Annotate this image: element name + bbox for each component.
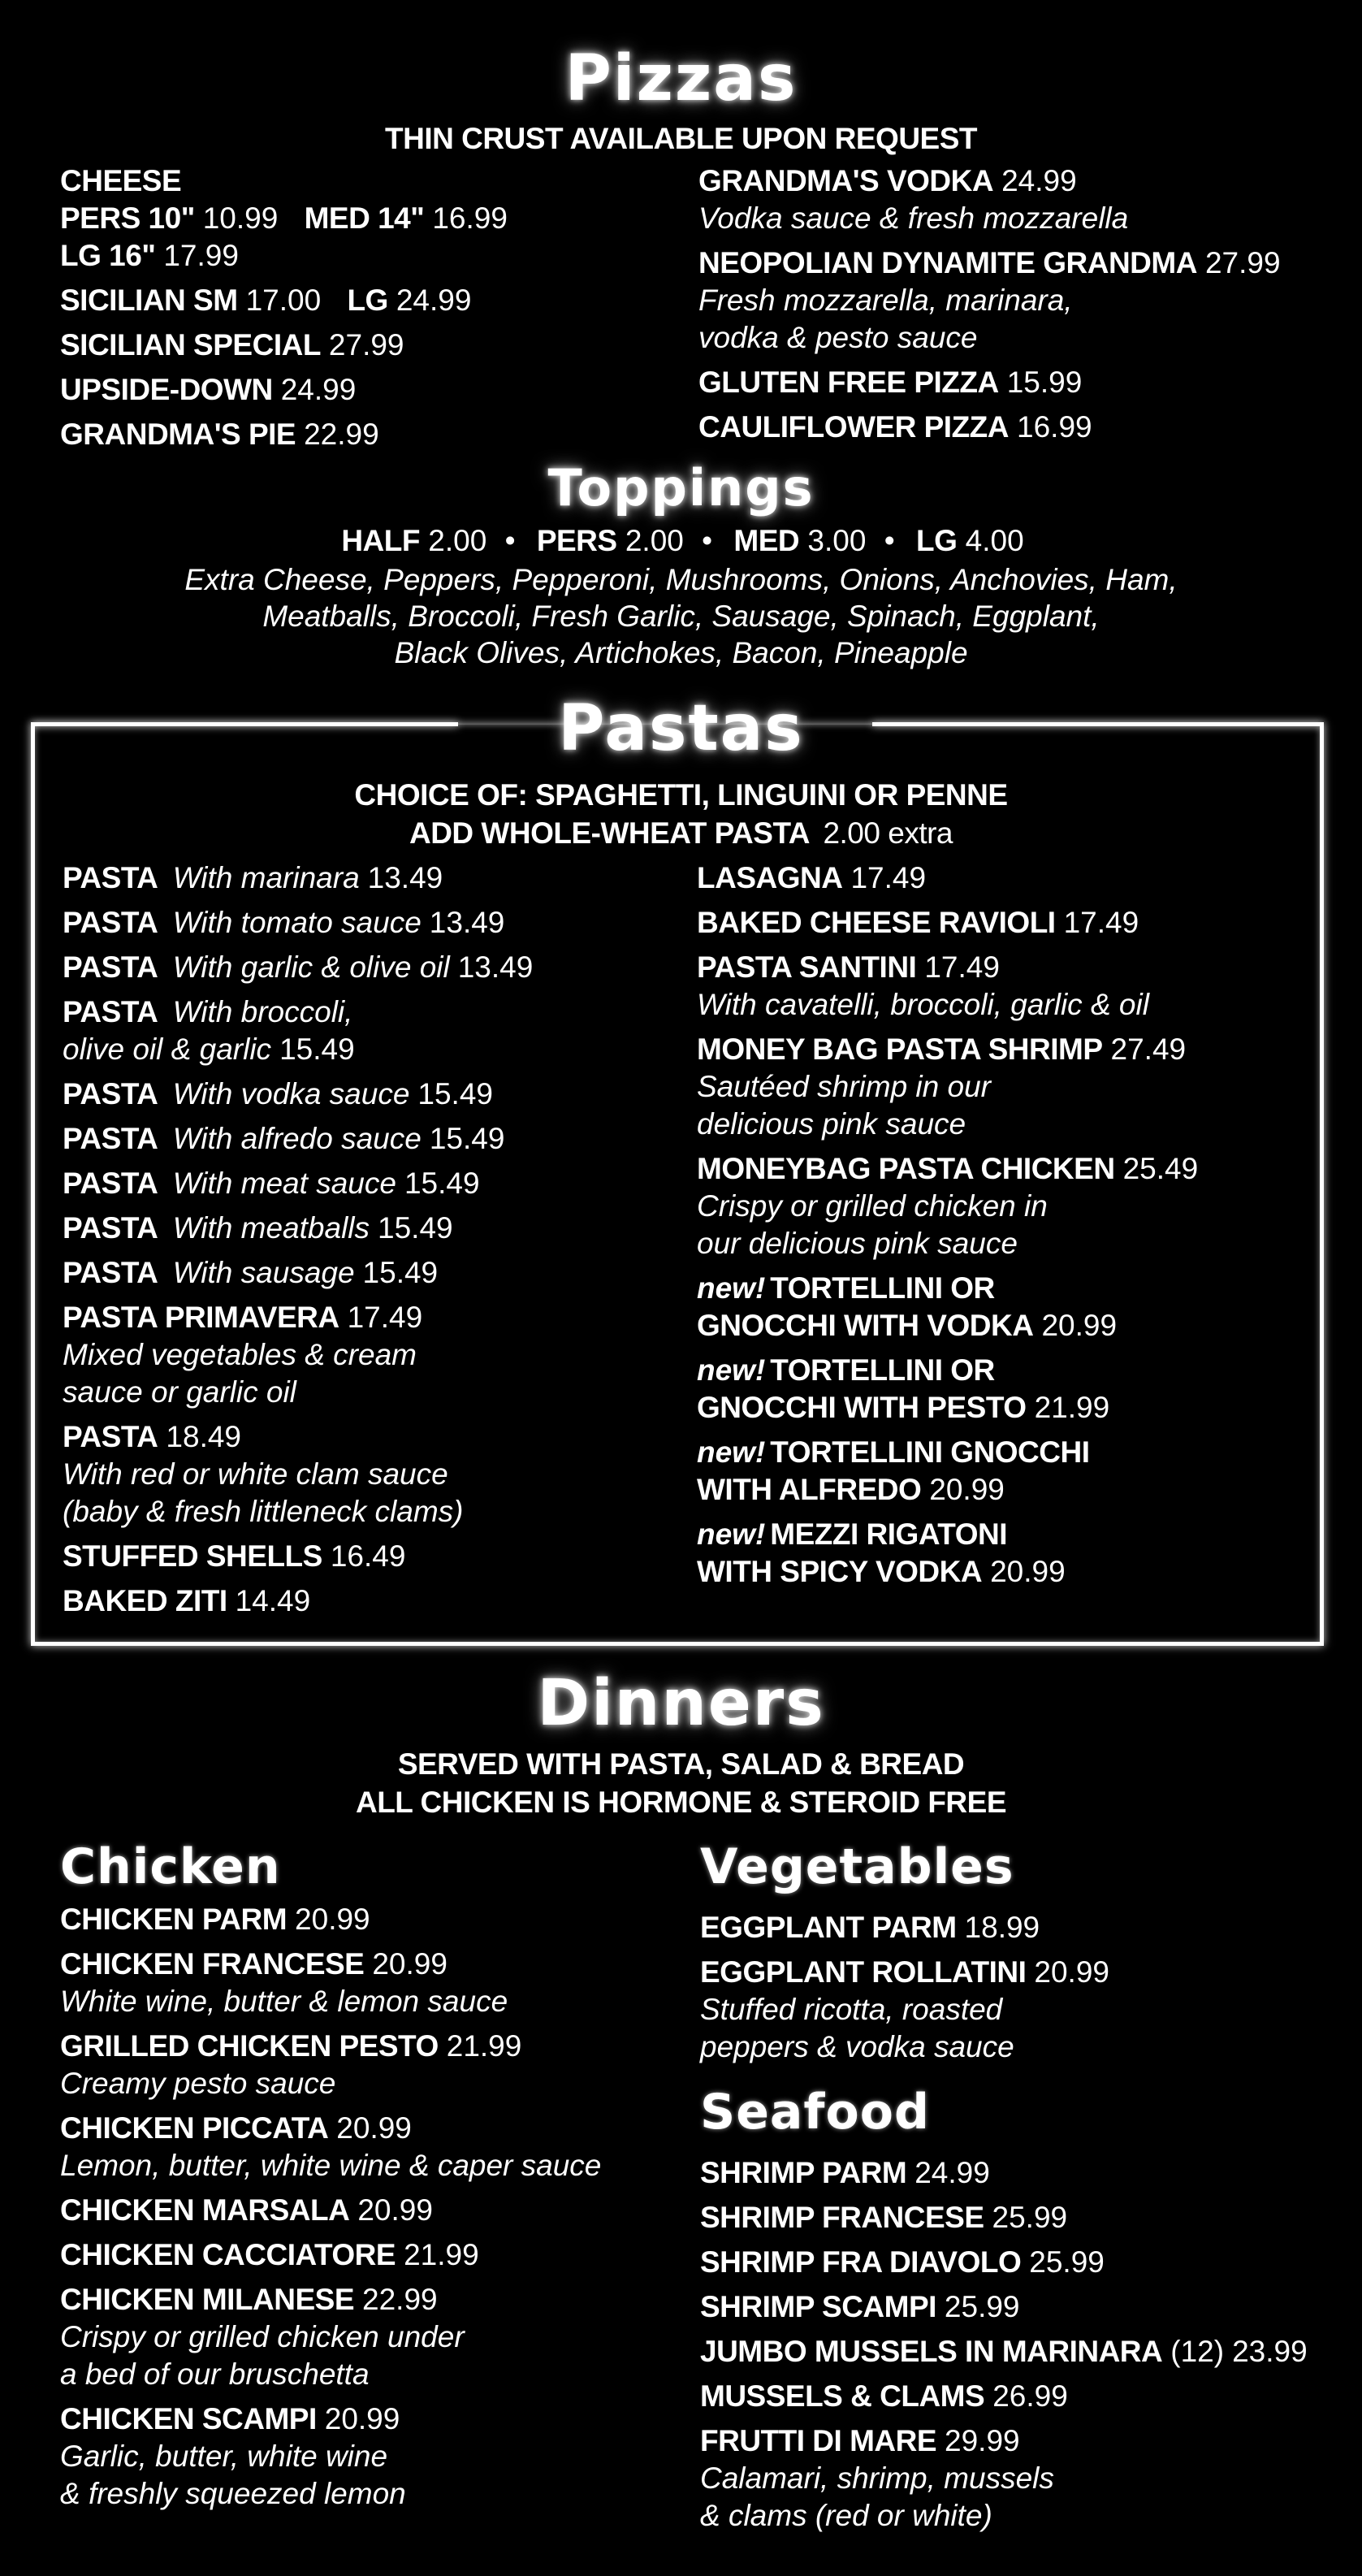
toppings-prices: HALF 2.00 • PERS 2.00 • MED 3.00 • LG 4.00 [341, 524, 1024, 557]
menu-item: CHICKEN MARSALA 20.99 [60, 2193, 433, 2227]
menu-item: STUFFED SHELLS 16.49 [63, 1539, 406, 1573]
toppings-list-line: Meatballs, Broccoli, Fresh Garlic, Sausage, Spinach, Eggplant, [262, 600, 1100, 633]
menu-item: FRUTTI DI MARE 29.99 Calamari, shrimp, mussels & clams (red or white) [700, 2424, 1054, 2532]
menu-item: BAKED ZITI 14.49 [63, 1584, 311, 1617]
menu-item: CHICKEN MILANESE 22.99 Crispy or grilled chicken under a bed of our bruschetta [60, 2283, 465, 2391]
pastas-left-column [63, 859, 688, 1620]
dinners-subtitle: SERVED WITH PASTA, SALAD & BREAD [397, 1747, 965, 1781]
menu-item: CHEESE [60, 164, 182, 197]
new-badge: new! [697, 1353, 766, 1387]
menu-item: PASTA With vodka sauce 15.49 [63, 1077, 493, 1110]
menu-item: PASTA With marinara 13.49 [63, 861, 443, 894]
menu-item: GRILLED CHICKEN PESTO 21.99 Creamy pesto sauce [60, 2029, 522, 2100]
menu-item: MONEY BAG PASTA SHRIMP 27.49 Sautéed shrimp in our delicious pink sauce [697, 1033, 1187, 1141]
menu-item-new: new! TORTELLINI GNOCCHI WITH ALFREDO 20.99 [697, 1435, 1090, 1506]
menu-item: CHICKEN PARM 20.99 [60, 1903, 370, 1936]
menu-item: JUMBO MUSSELS IN MARINARA (12) 23.99 [700, 2335, 1308, 2368]
menu-item: SICILIAN SM 17.00 LG 24.99 [60, 284, 472, 317]
menu-item: MONEYBAG PASTA CHICKEN 25.49 Crispy or grilled chicken in our delicious pink sauce [697, 1152, 1199, 1260]
menu-item-new: new! TORTELLINI OR GNOCCHI WITH PESTO 21.99 [697, 1353, 1110, 1424]
menu-item: LG 16" 17.99 [60, 239, 239, 272]
menu-item: LASAGNA 17.49 [697, 861, 927, 894]
menu-item: SHRIMP FRA DIAVOLO 25.99 [700, 2245, 1105, 2279]
pastas-subtitle-extra: ADD WHOLE-WHEAT PASTA 2.00 extra [409, 816, 953, 850]
menu-item: PASTA With tomato sauce 13.49 [63, 906, 505, 939]
menu-item: PASTA With garlic & olive oil 13.49 [63, 950, 534, 984]
menu-item: SHRIMP SCAMPI 25.99 [700, 2290, 1020, 2323]
menu-item-new: new! MEZZI RIGATONI WITH SPICY VODKA 20.99 [697, 1517, 1066, 1588]
new-badge: new! [697, 1517, 766, 1551]
menu-item: PASTA With sausage 15.49 [63, 1256, 439, 1289]
pizzas-right-column [698, 162, 1348, 446]
menu-item: CAULIFLOWER PIZZA 16.99 [698, 410, 1092, 444]
menu-item: GRANDMA'S PIE 22.99 [60, 418, 379, 451]
vegetables-section-title: Vegetables [700, 1838, 1014, 1895]
menu-item: SICILIAN SPECIAL 27.99 [60, 328, 404, 362]
menu-item: UPSIDE-DOWN 24.99 [60, 373, 357, 406]
menu-item: EGGPLANT PARM 18.99 [700, 1911, 1040, 1944]
menu-item-new: new! TORTELLINI OR GNOCCHI WITH VODKA 20.99 [697, 1271, 1118, 1342]
menu-item: PASTA SANTINI 17.49 With cavatelli, broccoli, garlic & oil [697, 950, 1149, 1021]
chicken-column [60, 1901, 694, 2513]
menu-item: PASTA 18.49 With red or white clam sauce (baby & fresh littleneck clams) [63, 1420, 464, 1528]
menu-item: NEOPOLIAN DYNAMITE GRANDMA 27.99 Fresh mozzarella, marinara, vodka & pesto sauce [698, 246, 1281, 354]
menu-item: PASTA PRIMAVERA 17.49 Mixed vegetables & cream sauce or garlic oil [63, 1301, 423, 1409]
pastas-right-column [697, 859, 1314, 1591]
pizzas-left-column [60, 162, 677, 453]
menu-item: EGGPLANT ROLLATINI 20.99 Stuffed ricotta, roasted peppers & vodka sauce [700, 1955, 1109, 2063]
pizzas-subtitle: THIN CRUST AVAILABLE UPON REQUEST [385, 122, 977, 155]
chicken-section-title: Chicken [60, 1838, 281, 1895]
pizzas-title: Pizzas [564, 42, 798, 115]
menu-item: GRANDMA'S VODKA 24.99 Vodka sauce & fresh mozzarella [698, 164, 1129, 235]
new-badge: new! [697, 1271, 766, 1305]
dinners-title: Dinners [537, 1667, 825, 1740]
menu-item: MUSSELS & CLAMS 26.99 [700, 2379, 1068, 2413]
seafood-section-title: Seafood [700, 2084, 930, 2141]
menu-item: CHICKEN PICCATA 20.99 Lemon, butter, white wine & caper sauce [60, 2111, 602, 2182]
pastas-subtitle: CHOICE OF: SPAGHETTI, LINGUINI OR PENNE [354, 778, 1008, 812]
menu-item: SHRIMP FRANCESE 25.99 [700, 2201, 1068, 2234]
menu-item: SHRIMP PARM 24.99 [700, 2156, 990, 2189]
menu-item: CHICKEN FRANCESE 20.99 White wine, butter & lemon sauce [60, 1947, 508, 2018]
menu-item: PASTA With broccoli, olive oil & garlic 15.49 [63, 995, 355, 1066]
toppings-list-line: Black Olives, Artichokes, Bacon, Pineapple [394, 636, 968, 669]
toppings-list-line: Extra Cheese, Peppers, Pepperoni, Mushrooms, Onions, Anchovies, Ham, [184, 563, 1178, 596]
menu-item: GLUTEN FREE PIZZA 15.99 [698, 366, 1083, 399]
menu-item: CHICKEN SCAMPI 20.99 Garlic, butter, white wine & freshly squeezed lemon [60, 2402, 406, 2510]
seafood-column [700, 2154, 1342, 2535]
menu-item: PASTA With meat sauce 15.49 [63, 1167, 480, 1200]
vegetables-column [700, 1909, 1334, 2066]
menu-item: CHICKEN CACCIATORE 21.99 [60, 2238, 479, 2271]
dinners-subtitle-chicken: ALL CHICKEN IS HORMONE & STEROID FREE [355, 1786, 1007, 1819]
toppings-title: Toppings [547, 458, 815, 517]
new-badge: new! [697, 1435, 766, 1469]
menu-item: PERS 10" 10.99 MED 14" 16.99 [60, 201, 508, 235]
menu-item: PASTA With alfredo sauce 15.49 [63, 1122, 505, 1155]
menu-item: BAKED CHEESE RAVIOLI 17.49 [697, 906, 1139, 939]
pastas-title: Pastas [558, 692, 804, 765]
menu-item: PASTA With meatballs 15.49 [63, 1211, 453, 1245]
